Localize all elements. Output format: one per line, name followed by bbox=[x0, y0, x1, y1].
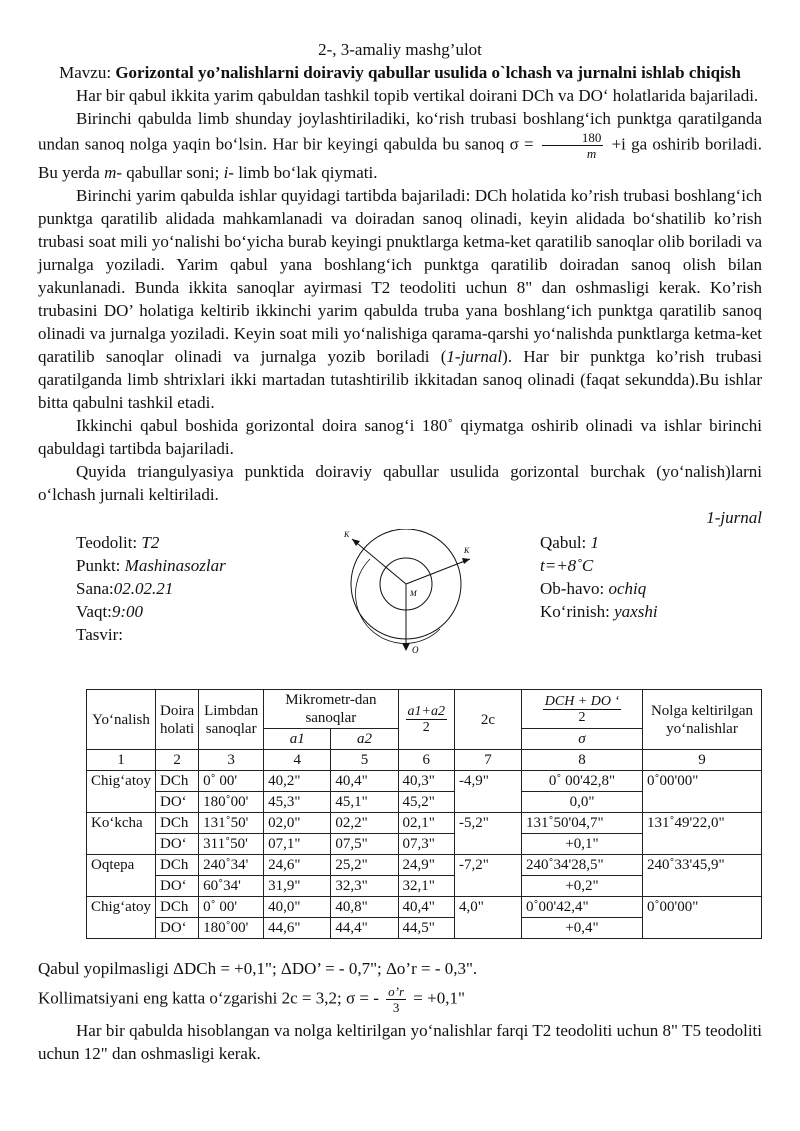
closure-line: Qabul yopilmasligi ΔDCh = +0,1"; ΔDO’ = - 0,7"; Δo’r = - 0,3". bbox=[38, 959, 478, 978]
cell-direction: Chig‘atoy bbox=[87, 897, 156, 918]
cell-circle: DO‘ bbox=[156, 918, 199, 939]
cell-limb: 180˚00' bbox=[199, 792, 264, 813]
paragraph-2 bbox=[38, 107, 762, 184]
paragraph-2-text-a: Birinchi qabulda limb shunday joylashtiriladiki, ko‘rish trubasi boshlang‘ich punktga qaratilganda undan sanoq nolga yaqin bo‘lsin. Har bir keyingi qabulda bu sanoq σ = bbox=[38, 109, 762, 154]
cell-twoc: -7,2" bbox=[455, 855, 522, 876]
cell-direction: Oqtepa bbox=[87, 855, 156, 876]
cell-direction bbox=[87, 792, 156, 813]
table-row bbox=[87, 918, 762, 939]
cell-a1: 40,0" bbox=[264, 897, 331, 918]
paragraph-3 bbox=[38, 184, 762, 414]
cell-average: 32,1" bbox=[398, 876, 454, 897]
cell-a2: 40,4" bbox=[331, 771, 398, 792]
cell-twoc bbox=[455, 918, 522, 939]
fraction-denominator: m bbox=[586, 146, 597, 161]
cell-limb: 0˚ 00' bbox=[199, 771, 264, 792]
cell-circle: DCh bbox=[156, 813, 199, 834]
final-paragraph: Har bir qabulda hisoblangan va nolga keltirilgan yo‘nalishlar farqi T2 teodoliti uchun 8" T5 teodoliti uchun 12" dan oshmasligi kerak. bbox=[38, 1021, 762, 1063]
cell-a1: 45,3" bbox=[264, 792, 331, 813]
cell-mean: 131˚50'04,7" bbox=[522, 813, 643, 834]
cell-average: 40,4" bbox=[398, 897, 454, 918]
footer-section bbox=[38, 957, 762, 1065]
label-top-right: K bbox=[464, 546, 470, 555]
table-row bbox=[87, 855, 762, 876]
cell-average: 45,2" bbox=[398, 792, 454, 813]
cell-twoc bbox=[455, 792, 522, 813]
document-page bbox=[38, 38, 762, 1065]
cell-a1: 24,6" bbox=[264, 855, 331, 876]
cell-mean: 0,0" bbox=[522, 792, 643, 813]
cell-mean: +0,2" bbox=[522, 876, 643, 897]
paragraph-2-text-d: limb bo‘lak qiymati. bbox=[238, 163, 378, 182]
direction-line-left bbox=[352, 539, 406, 584]
cell-limb: 60˚34' bbox=[199, 876, 264, 897]
info-obhavo: Ob-havo: ochiq bbox=[540, 579, 647, 598]
th-a1: a1 bbox=[264, 729, 331, 750]
cell-twoc bbox=[455, 834, 522, 855]
cell-limb: 0˚ 00' bbox=[199, 897, 264, 918]
cell-reduced bbox=[643, 792, 762, 813]
cell-direction bbox=[87, 918, 156, 939]
info-korinish: Ko‘rinish: yaxshi bbox=[540, 602, 658, 621]
cell-reduced: 240˚33'45,9" bbox=[643, 855, 762, 876]
paragraph-3-text-b: ). Har bir punktga ko’rish trubasi qaratilganda limb shtrixlari ikki martadan tutashtirilib ikkitadan sanoq olinadi (faqat sekundda).Bu ishlar bitta qabulni tashkil etadi. bbox=[38, 347, 763, 412]
cell-limb: 131˚50' bbox=[199, 813, 264, 834]
journal-info bbox=[38, 531, 762, 681]
cell-mean: 240˚34'28,5" bbox=[522, 855, 643, 876]
th-circle: Doira holati bbox=[156, 690, 199, 750]
sigma-fraction bbox=[542, 130, 604, 161]
th-reduced: Nolga keltirilgan yo‘nalishlar bbox=[643, 690, 762, 750]
label-top-left: K bbox=[344, 530, 350, 539]
cell-twoc: -4,9" bbox=[455, 771, 522, 792]
th-average: $\frac{a1+a2}{2}$ bbox=[398, 690, 454, 750]
paragraph-4: Ikkinchi qabul boshida gorizontal doira sanog‘i 180˚ qiymatga oshirib olinadi va ishlar birinchi qabuldagi tartibda bajariladi. bbox=[38, 416, 762, 458]
paragraph-2-text-c: qabullar soni; bbox=[126, 163, 220, 182]
cell-direction bbox=[87, 834, 156, 855]
cell-a1: 31,9" bbox=[264, 876, 331, 897]
rotation-arc bbox=[356, 559, 440, 643]
info-temperature: t=+8˚C bbox=[540, 556, 594, 575]
cell-a1: 40,2" bbox=[264, 771, 331, 792]
cell-circle: DO‘ bbox=[156, 876, 199, 897]
info-vaqt: Vaqt:9:00 bbox=[76, 602, 144, 621]
cell-reduced: 0˚00'00" bbox=[643, 897, 762, 918]
cell-direction bbox=[87, 876, 156, 897]
cell-twoc: -5,2" bbox=[455, 813, 522, 834]
cell-a2: 40,8" bbox=[331, 897, 398, 918]
cell-a1: 07,1" bbox=[264, 834, 331, 855]
symbol-i: i- bbox=[223, 163, 234, 182]
journal-info-right bbox=[540, 531, 658, 623]
label-bottom: O bbox=[412, 645, 419, 655]
table-row bbox=[87, 792, 762, 813]
table-row bbox=[87, 813, 762, 834]
paragraph-1: Har bir qabul ikkita yarim qabuldan tashkil topib vertikal doirani DCh va DO‘ holatlarida bajariladi. bbox=[76, 86, 759, 105]
cell-a2: 45,1" bbox=[331, 792, 398, 813]
journal-ref: 1-jurnal bbox=[446, 347, 503, 366]
journal-info-left bbox=[76, 531, 226, 646]
th-direction: Yo‘nalish bbox=[87, 690, 156, 750]
cell-circle: DO‘ bbox=[156, 834, 199, 855]
th-micro: Mikrometr-dan sanoqlar bbox=[264, 690, 398, 729]
subject-text: Gorizontal yo’nalishlarni doiraviy qabullar usulida o`lchash va jurnalni ishlab chiqish bbox=[115, 63, 741, 82]
subject-label: Mavzu: bbox=[59, 63, 112, 82]
cell-average: 40,3" bbox=[398, 771, 454, 792]
fraction-numerator: 180 bbox=[542, 130, 604, 146]
cell-average: 07,3" bbox=[398, 834, 454, 855]
cell-reduced bbox=[643, 918, 762, 939]
table-row bbox=[87, 771, 762, 792]
symbol-m: m- bbox=[104, 163, 123, 182]
info-sana: Sana:02.02.21 bbox=[76, 579, 174, 598]
cell-limb: 240˚34' bbox=[199, 855, 264, 876]
cell-reduced bbox=[643, 876, 762, 897]
cell-direction: Ko‘kcha bbox=[87, 813, 156, 834]
arrow-right bbox=[462, 558, 470, 564]
cell-twoc: 4,0" bbox=[455, 897, 522, 918]
cell-a2: 07,5" bbox=[331, 834, 398, 855]
label-center: M bbox=[410, 589, 417, 598]
measurement-table bbox=[86, 689, 762, 939]
info-teodolit: Teodolit: T2 bbox=[76, 533, 160, 552]
th-limb: Limbdan sanoqlar bbox=[199, 690, 264, 750]
cell-a2: 02,2" bbox=[331, 813, 398, 834]
th-mean: $\frac{\text{DCH + DO ‘}}{2}$ bbox=[522, 690, 643, 729]
cell-average: 24,9" bbox=[398, 855, 454, 876]
table-row bbox=[87, 876, 762, 897]
journal-label: 1-jurnal bbox=[706, 508, 762, 527]
cell-mean: +0,1" bbox=[522, 834, 643, 855]
paragraph-2-text-b: +i ga oshirib boriladi. Bu yerda bbox=[38, 134, 762, 182]
cell-limb: 180˚00' bbox=[199, 918, 264, 939]
cell-mean: 0˚00'42,4" bbox=[522, 897, 643, 918]
th-a2: a2 bbox=[331, 729, 398, 750]
column-number-row: 1 2 3 4 5 6 7 8 9 bbox=[87, 750, 762, 771]
cell-reduced bbox=[643, 834, 762, 855]
cell-circle: DCh bbox=[156, 771, 199, 792]
cell-twoc bbox=[455, 876, 522, 897]
info-tasvir: Tasvir: bbox=[76, 625, 123, 644]
cell-average: 44,5" bbox=[398, 918, 454, 939]
th-sigma: σ bbox=[522, 729, 643, 750]
cell-average: 02,1" bbox=[398, 813, 454, 834]
cell-circle: DCh bbox=[156, 897, 199, 918]
paragraph-5: Quyida triangulyasiya punktida doiraviy qabullar usulida gorizontal burchak (yo‘nalish)larni o‘lchash jurnali keltiriladi. bbox=[38, 462, 762, 504]
cell-mean: +0,4" bbox=[522, 918, 643, 939]
subject-line bbox=[38, 61, 762, 84]
cell-a2: 44,4" bbox=[331, 918, 398, 939]
cell-reduced: 131˚49'22,0" bbox=[643, 813, 762, 834]
arrow-down bbox=[402, 643, 410, 651]
info-qabul: Qabul: 1 bbox=[540, 533, 600, 552]
page-title: 2-, 3-amaliy mashg’ulot bbox=[318, 40, 482, 59]
collimation-fraction: $\frac{o’r}{3}$ bbox=[388, 984, 405, 1015]
table-row bbox=[87, 897, 762, 918]
cell-limb: 311˚50' bbox=[199, 834, 264, 855]
cell-circle: DCh bbox=[156, 855, 199, 876]
cell-reduced: 0˚00'00" bbox=[643, 771, 762, 792]
cell-a2: 32,3" bbox=[331, 876, 398, 897]
cell-circle: DO‘ bbox=[156, 792, 199, 813]
cell-direction: Chig‘atoy bbox=[87, 771, 156, 792]
cell-mean: 0˚ 00'42,8" bbox=[522, 771, 643, 792]
cell-a1: 44,6" bbox=[264, 918, 331, 939]
collimation-line: Kollimatsiyani eng katta o‘zgarishi 2c = 3,2; σ = - $\frac{o’r}{3}$ = +0,1" bbox=[38, 984, 465, 1015]
info-punkt: Punkt: Mashinasozlar bbox=[76, 556, 226, 575]
cell-a2: 25,2" bbox=[331, 855, 398, 876]
th-twoc: 2c bbox=[455, 690, 522, 750]
table-row bbox=[87, 834, 762, 855]
paragraph-3-text-a: Birinchi yarim qabulda ishlar quyidagi tartibda bajariladi: DCh holatida ko’rish trubasi boshlang‘ich punktga qaratilib alidada mahkamlanadi va doiradan sanoq olinadi, keyin alidada bo‘shatilib ko’rish trubasi soat mili yo‘nalishi bo‘yicha burab keyingi pnuktlarga ketma-ket qaratilib sanoqlar olib boriladi va jurnalga yoziladi. Yarim qabul yana boshlang‘ich punktga qaratilib doiradan sanoq olish bilan yakunlanadi. Bunda ikkita sanoqlar ayirmasi T2 teodoliti uchun 8" dan oshmasligi kerak. Ko’rish trubasini DO’ holatiga keltirib ikkinchi yarim qabulda truba yana boshlang‘ich punktga qaratilib sanoq olinadi va jurnalga yoziladi. Keyin soat mili yo‘nalishiga qarama-qarshi yo‘nalishda punktlarga ketma-ket qaratilib sanoqlar olinadi va jurnalga yozib boriladi ( bbox=[38, 186, 762, 366]
cell-a1: 02,0" bbox=[264, 813, 331, 834]
station-sketch bbox=[330, 529, 480, 659]
